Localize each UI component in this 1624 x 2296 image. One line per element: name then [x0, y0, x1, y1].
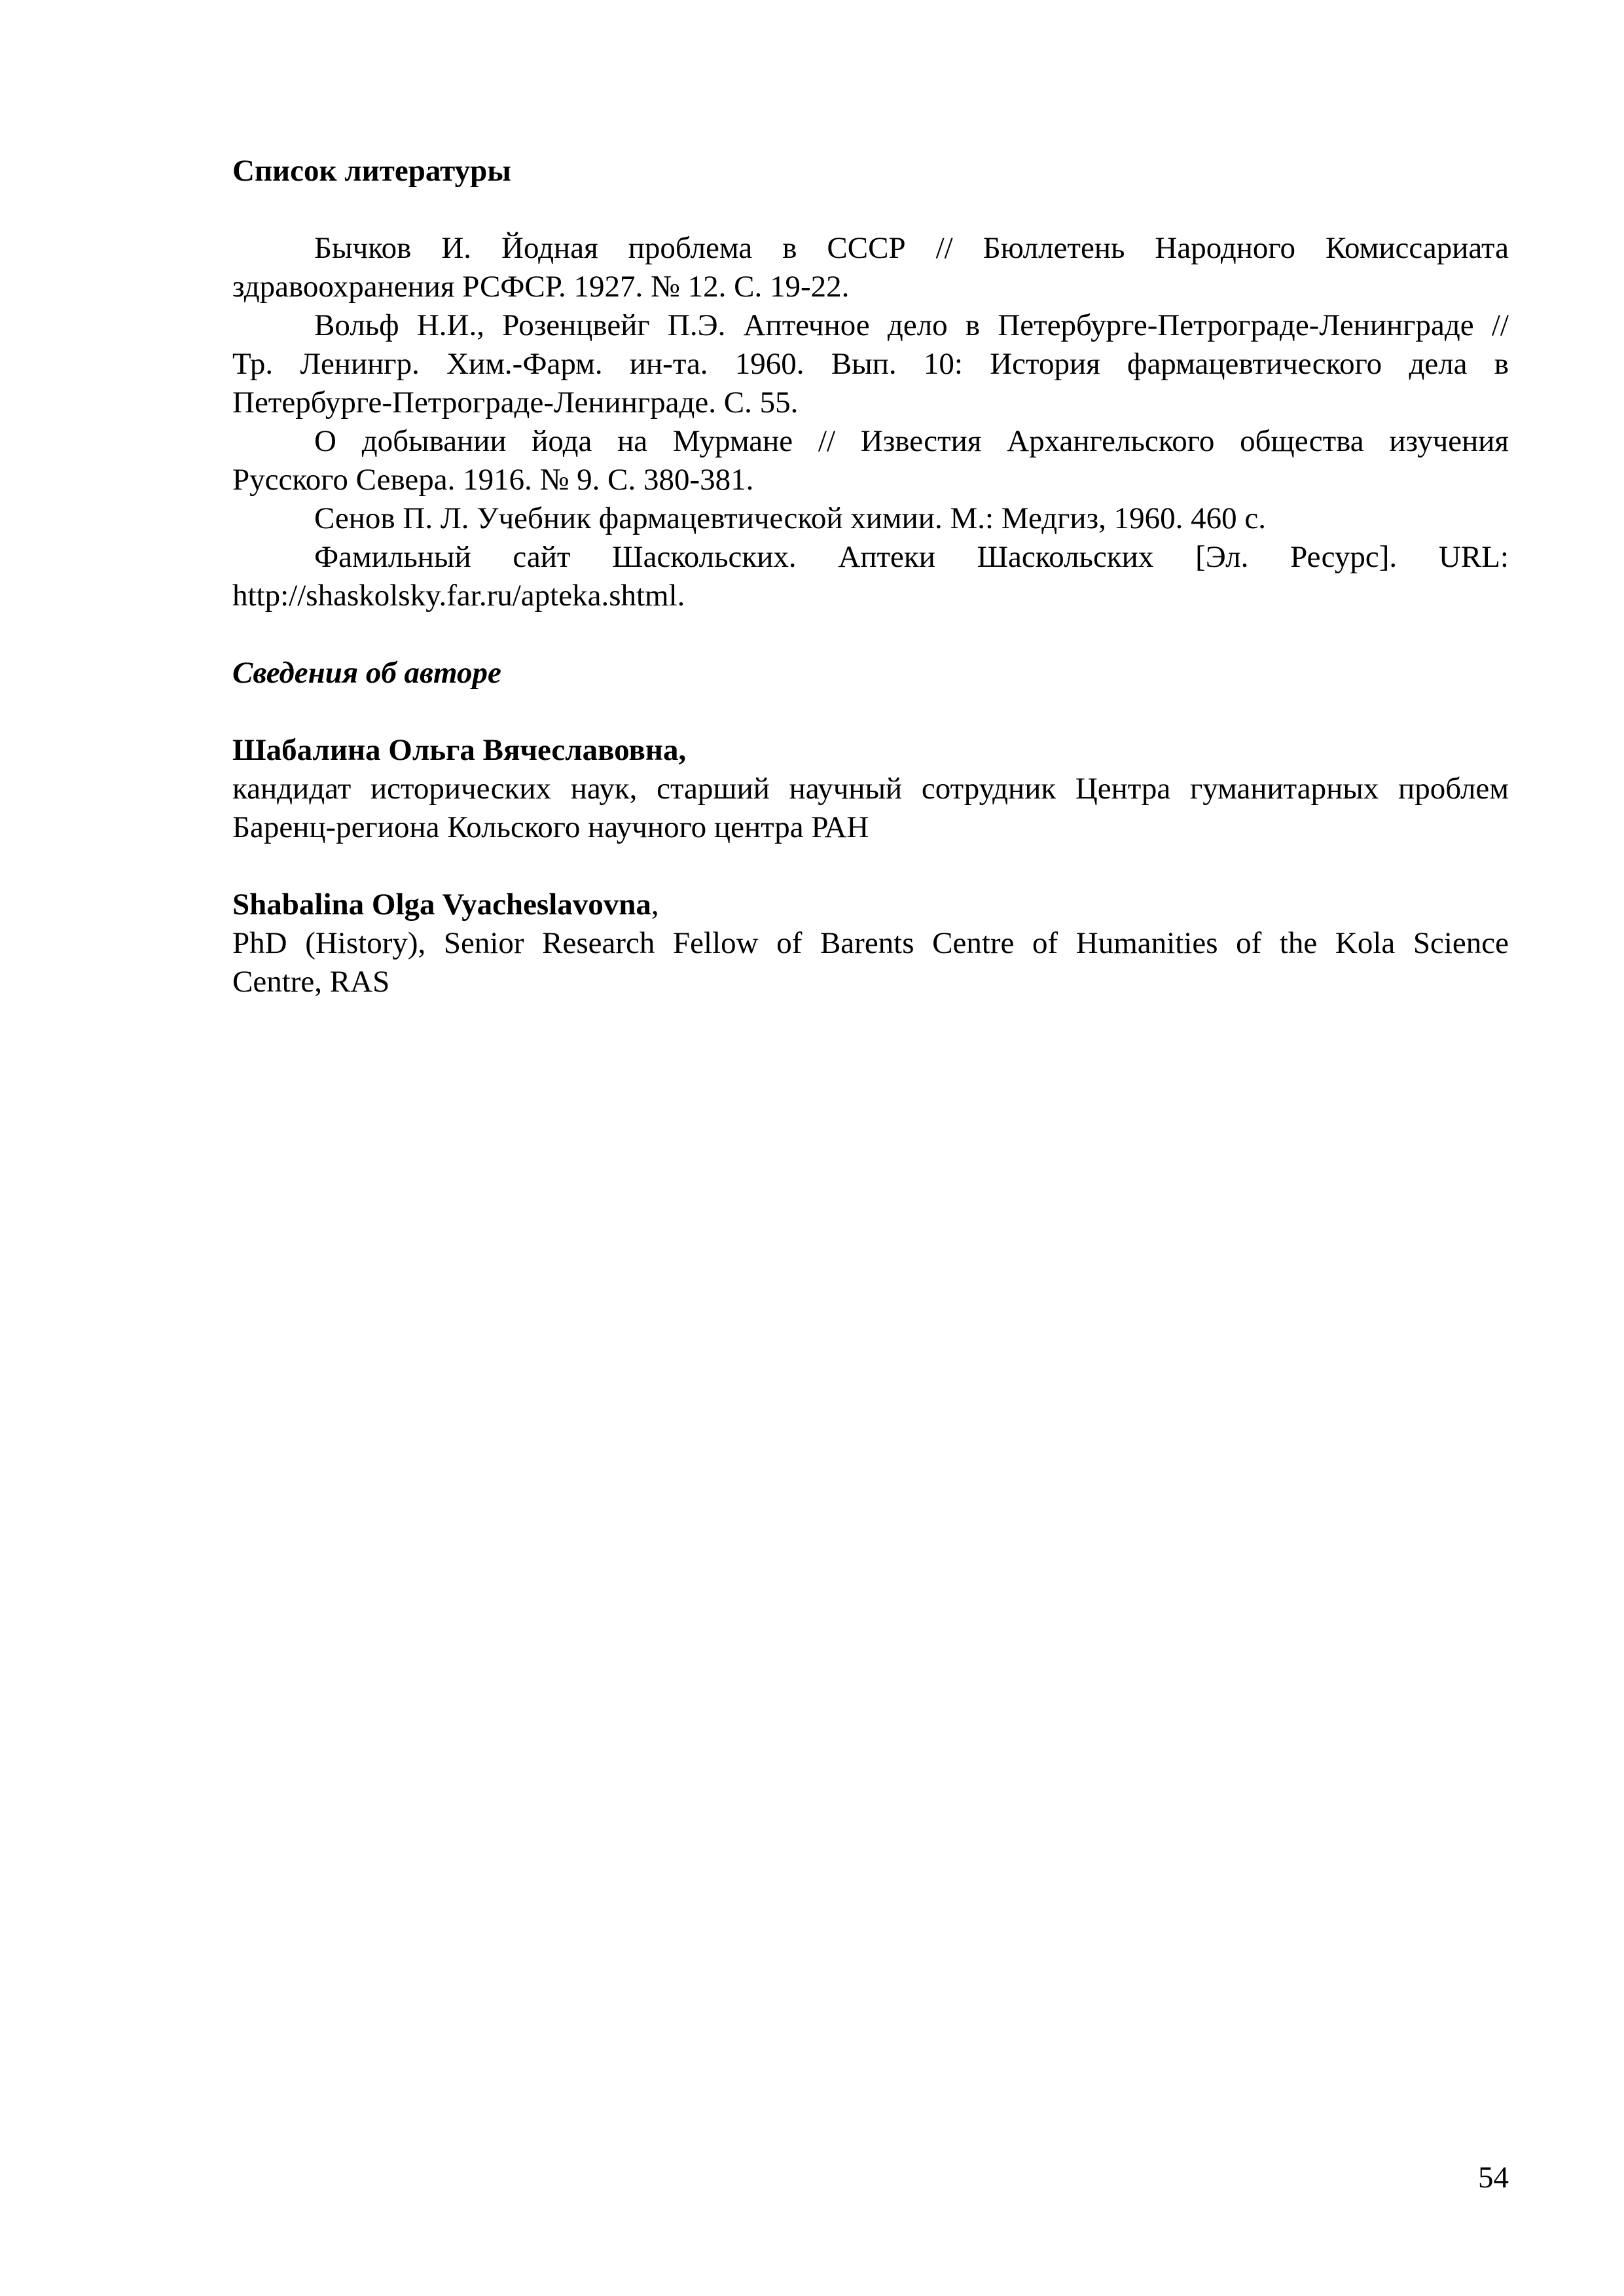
reference-line: Вольф Н.И., Розенцвейг П.Э. Аптечное дело в Петербурге-Петрограде-Ленинграде // [314, 308, 1509, 342]
reference-line: Фамильный сайт Шаскольских. Аптеки Шаскольских [Эл. Ресурс]. URL: [314, 540, 1509, 574]
author-name-en [232, 886, 1509, 924]
page-number: 54 [1478, 2161, 1509, 2195]
reference-line: здравоохранения РСФСР. 1927. № 12. С. 19-22. [232, 270, 850, 304]
author-info-ru [232, 731, 1509, 847]
reference-line: О добывании йода на Мурмане // Известия Архангельского общества изучения [314, 424, 1509, 458]
reference-line: Тр. Ленингр. Хим.-Фарм. ин-та. 1960. Вып. 10: История фармацевтического дела в [232, 347, 1509, 381]
reference-line: Петербурге-Петрограде-Ленинграде. С. 55. [232, 386, 799, 420]
references-list [232, 229, 1509, 615]
reference-line: Сенов П. Л. Учебник фармацевтической химии. М.: Медгиз, 1960. 460 с. [314, 501, 1266, 535]
author-bio-line-ru: Баренц-региона Кольского научного центра РАН [232, 810, 869, 844]
references-heading: Список литературы [232, 154, 511, 188]
author-name-en-bold: Shabalina Olga Vyacheslavovna [232, 888, 651, 922]
author-name-en-comma: , [651, 888, 659, 922]
author-bio-line-en: PhD (History), Senior Research Fellow of Barents Centre of Humanities of the Kola Science [232, 926, 1509, 960]
author-bio-line-en: Centre, RAS [232, 965, 390, 999]
author-info-heading: Сведения об авторе [232, 656, 501, 690]
text-column [232, 152, 1509, 1001]
reference-line: Русского Севера. 1916. № 9. С. 380-381. [232, 463, 754, 497]
reference-url: http://shaskolsky.far.ru/apteka.shtml. [232, 579, 685, 613]
reference-line: Бычков И. Йодная проблема в СССР // Бюллетень Народного Комиссариата [314, 231, 1509, 265]
author-bio-line-ru: кандидат исторических наук, старший научный сотрудник Центра гуманитарных проблем [232, 772, 1509, 806]
author-name-ru: Шабалина Ольга Вячеславовна, [232, 733, 687, 767]
author-info-en [232, 886, 1509, 1001]
